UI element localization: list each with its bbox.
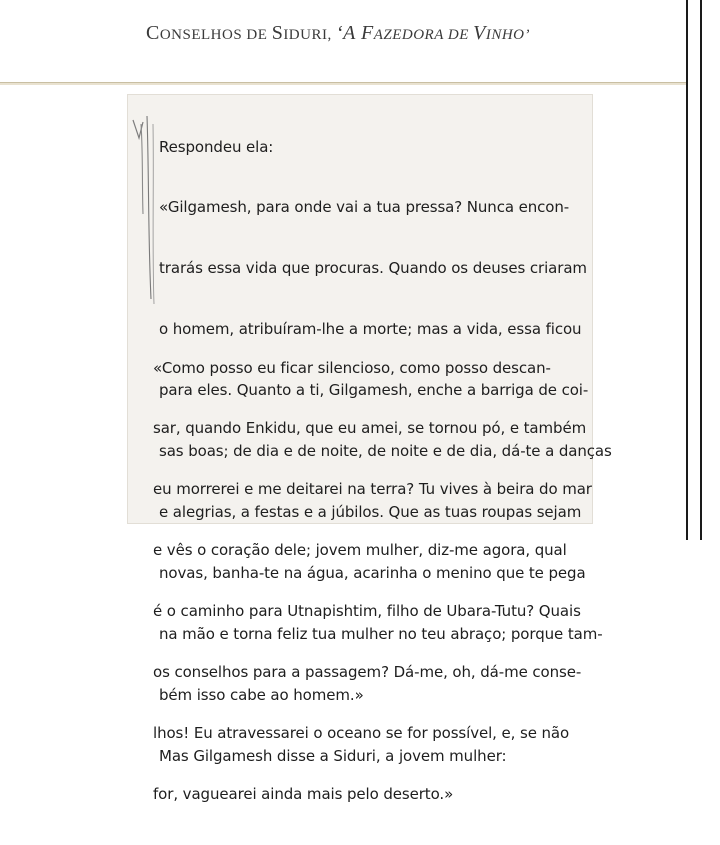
slide-header <box>0 0 690 84</box>
title-initial-s: S <box>271 22 284 44</box>
title-word-fazedora: AZEDORA DE <box>373 27 474 43</box>
text-line: bém isso cabe ao homem.» <box>159 685 364 704</box>
text-line: sar, quando Enkidu, que eu amei, se tornou pó, e também <box>153 419 587 438</box>
text-line: Respondeu ela: <box>159 137 274 156</box>
title-initial-v: V <box>473 22 486 44</box>
title-quote-a: ‘A <box>335 22 361 44</box>
title-initial-f: F <box>361 22 374 44</box>
text-line: o homem, atribuíram-lhe a morte; mas a vida, essa ficou <box>159 320 582 339</box>
text-line: trarás essa vida que procuras. Quando os deuses criaram <box>159 259 587 278</box>
text-line: na mão e torna feliz tua mulher no teu abraço; porque tam- <box>159 624 603 643</box>
text-line: Mas Gilgamesh disse a Siduri, a jovem mulher: <box>159 746 507 765</box>
text-line: novas, banha-te na água, acarinha o menino que te pega <box>159 563 586 582</box>
title-divider <box>0 82 690 85</box>
title-initial-c: C <box>146 22 160 44</box>
text-line: sas boas; de dia e de noite, de noite e de dia, dá-te a danças <box>159 442 612 461</box>
title-word-conselhos: ONSELHOS DE <box>159 27 272 43</box>
slide-title <box>146 22 530 45</box>
text-line: «Como posso eu ficar silencioso, como posso descan- <box>153 358 551 377</box>
text-line: for, vaguearei ainda mais pelo deserto.» <box>153 784 454 803</box>
gilgamesh-reply-paragraph <box>153 317 592 845</box>
text-line: eu morrerei e me deitarei na terra? Tu vives à beira do mar <box>153 480 592 499</box>
text-line: é o caminho para Utnapishtim, filho de Ubara-Tutu? Quais <box>153 602 581 621</box>
scanned-page <box>127 94 612 803</box>
text-line: e vês o coração dele; jovem mulher, diz-me agora, qual <box>153 541 567 560</box>
text-line: e alegrias, a festas e a júbilos. Que as tuas roupas sejam <box>159 502 582 521</box>
title-word-siduri: IDURI, <box>283 27 336 43</box>
text-line: os conselhos para a passagem? Dá-me, oh, dá-me conse- <box>153 663 582 682</box>
right-accent-bar <box>686 0 702 540</box>
title-word-vinho: INHO’ <box>485 27 530 43</box>
text-line: para eles. Quanto a ti, Gilgamesh, enche a barriga de coi- <box>159 381 589 400</box>
text-line: «Gilgamesh, para onde vai a tua pressa? Nunca encon- <box>159 198 570 217</box>
text-line: lhos! Eu atravessarei o oceano se for possível, e, se não <box>153 723 570 742</box>
